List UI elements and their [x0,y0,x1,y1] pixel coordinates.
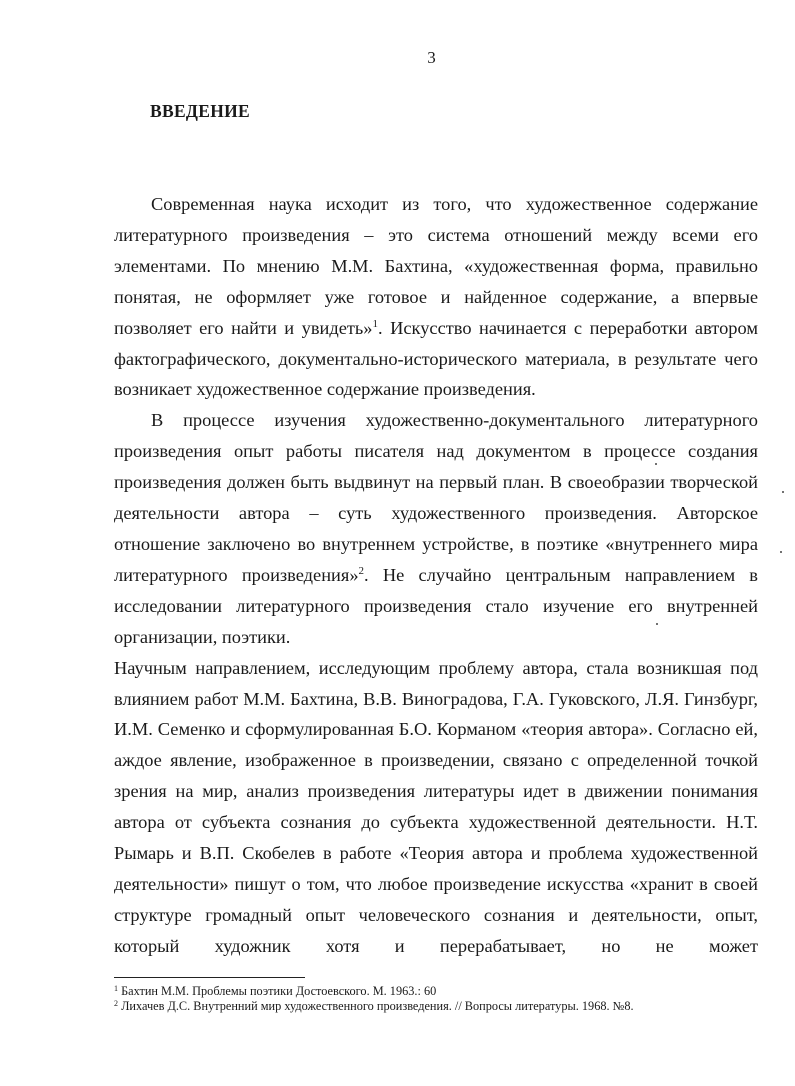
scan-speck [655,463,657,465]
footnote-ref-1: 1 [372,317,378,330]
footnote-1-text: Бахтин М.М. Проблемы поэтики Достоевского. М. 1963.: 60 [121,984,437,998]
footnote-ref-2: 2 [358,564,365,577]
paragraph-2 [114,405,758,652]
paragraph-2-text-a: В процессе изучения художественно-документального литературного произведения опыт работы писателя над документом в процессе создания произведения должен быть выдвинут на первый план. В своеобразии творческой деятельности автора – суть художественного произведения. Авторское отношение заключено во внутреннем устройстве, в поэтике «внутреннего мира литературного произведения» [114,410,758,585]
footnote-2-text: Лихачев Д.С. Внутренний мир художественного произведения. // Вопросы литературы. 1968. №8. [121,999,634,1013]
paragraph-1 [114,189,758,405]
footnote-divider [114,977,305,978]
scan-speck [782,491,784,493]
paragraph-2-text-b: . Не случайно центральным направлением в исследовании литературного произведения стало изучение его внутренней организации, поэтики. [114,564,758,647]
footnote-1 [114,984,754,999]
scan-speck [656,623,658,625]
footnote-1-number: 1 [114,984,118,993]
footnote-2 [114,999,754,1014]
scan-speck [780,551,782,553]
paragraph-3: Научным направлением, исследующим проблему автора, стала возникшая под влиянием работ М.М. Бахтина, В.В. Виноградова, Г.А. Гуковского, Л.Я. Гинзбург, И.М. Семенко и сформулированная Б.О. Корманом «теория автора». Согласно ей, аждое явление, изображенное в произведении, связано с определенной точкой зрения на мир, анализ произведения литературы идет в движении понимания автора от субъекта сознания до субъекта художественной деятельности. Н.Т. Рымарь и В.П. Скобелев в работе «Теория автора и проблема художественной деятельности» пишут о том, что любое произведение искусства «хранит в своей структуре громадный опыт человеческого сознания и деятельности, опыт, который художник хотя и перерабатывает, но не может [114,657,758,956]
page-number: 3 [427,48,436,67]
section-heading: ВВЕДЕНИЕ [150,101,251,121]
paragraph-1-text-b: . Искусство начинается с переработки автором фактографического, документально-исторического материала, в результате чего возникает художественное содержание произведения. [114,317,758,400]
footnote-2-number: 2 [114,999,118,1008]
footnotes [114,984,754,1014]
body-text [114,189,758,962]
paragraph-1-text-a: Современная наука исходит из того, что художественное содержание литературного произведения – это система отношений между всеми его элементами. По мнению М.М. Бахтина, «художественная форма, правильно понятая, не оформляет уже готовое и найденное содержание, а впервые позволяет его найти и увидеть» [114,194,758,338]
